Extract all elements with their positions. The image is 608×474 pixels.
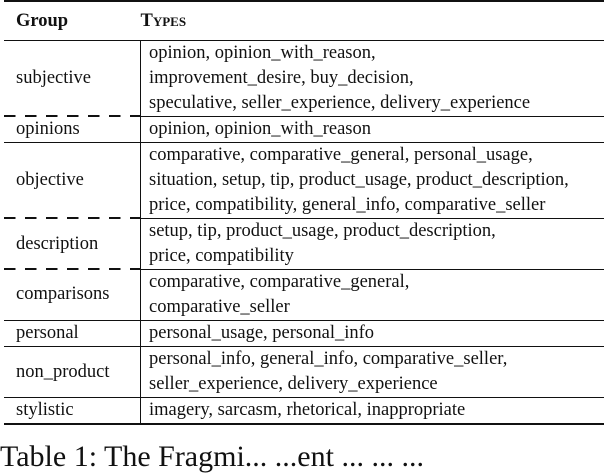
group-cell: non_product — [4, 347, 141, 398]
types-line: comparative, comparative_general, — [149, 272, 410, 292]
table-header-row — [4, 1, 604, 41]
types-cell — [141, 219, 605, 270]
table-row — [4, 398, 604, 425]
table-row — [4, 219, 604, 270]
header-types: Types — [141, 1, 605, 41]
types-line: setup, tip, product_usage, product_description, — [149, 221, 496, 241]
types-line: price, compatibility, general_info, comparative_seller — [149, 195, 546, 215]
types-line: comparative_seller — [149, 297, 290, 317]
types-lines — [141, 270, 598, 320]
types-line: speculative, seller_experience, delivery_experience — [149, 93, 531, 113]
table-row — [4, 143, 604, 219]
types-line: personal_info, general_info, comparative_seller, — [149, 349, 508, 369]
table-row — [4, 117, 604, 143]
table-row — [4, 270, 604, 321]
table-body — [4, 41, 604, 425]
types-line: personal_usage, personal_info — [149, 323, 375, 343]
types-cell — [141, 143, 605, 219]
types-line: imagery, sarcasm, rhetorical, inappropriate — [149, 400, 466, 420]
types-table-container — [4, 0, 604, 425]
types-lines — [141, 143, 598, 218]
types-line: situation, setup, tip, product_usage, product_description, — [149, 170, 569, 190]
types-line: opinion, opinion_with_reason — [149, 119, 371, 139]
header-group: Group — [4, 1, 141, 41]
types-line: improvement_desire, buy_decision, — [149, 68, 414, 88]
types-cell — [141, 321, 605, 347]
types-line: seller_experience, delivery_experience — [149, 374, 438, 394]
types-cell — [141, 347, 605, 398]
caption-text: Table 1: The Fragmi... ...ent ... ... ... — [0, 440, 424, 473]
types-line: opinion, opinion_with_reason, — [149, 43, 376, 63]
types-lines — [141, 117, 598, 142]
types-table — [4, 0, 604, 425]
types-lines — [141, 41, 598, 116]
group-cell: opinions — [4, 117, 141, 143]
table-row — [4, 321, 604, 347]
types-lines — [141, 347, 598, 397]
group-cell: stylistic — [4, 398, 141, 425]
group-cell: description — [4, 219, 141, 270]
types-line: comparative, comparative_general, personal_usage, — [149, 145, 533, 165]
types-lines — [141, 398, 598, 423]
types-cell — [141, 117, 605, 143]
types-line: price, compatibility — [149, 246, 294, 266]
group-cell: objective — [4, 143, 141, 219]
table-row — [4, 41, 604, 117]
types-lines — [141, 219, 598, 269]
types-cell — [141, 270, 605, 321]
types-lines — [141, 321, 598, 346]
group-cell: comparisons — [4, 270, 141, 321]
table-caption — [0, 440, 424, 474]
types-cell — [141, 41, 605, 117]
types-cell — [141, 398, 605, 425]
table-row — [4, 347, 604, 398]
group-cell: subjective — [4, 41, 141, 117]
group-cell: personal — [4, 321, 141, 347]
